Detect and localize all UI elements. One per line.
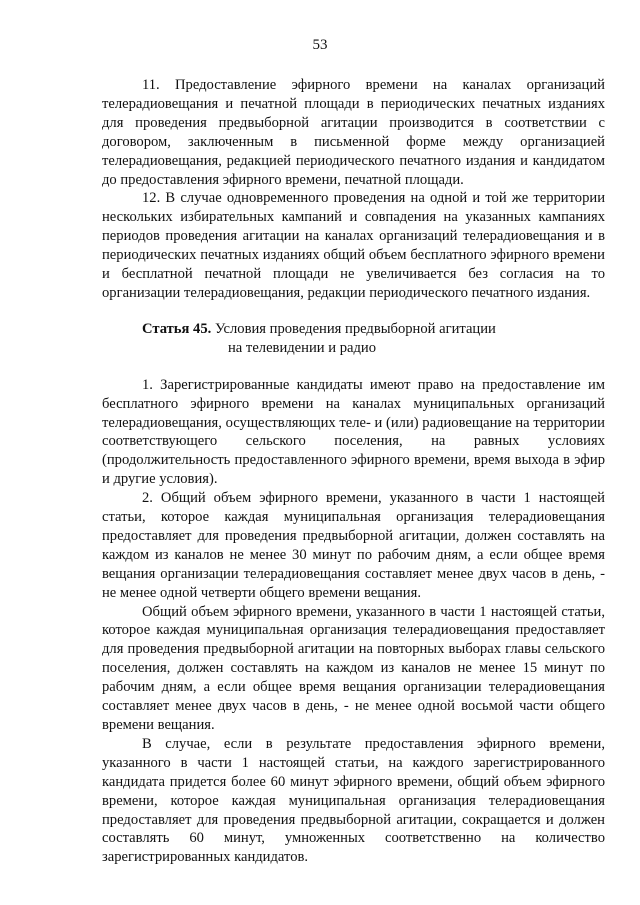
article-label: Статья 45. bbox=[142, 320, 212, 337]
article-title-line2: на телевидении и радио bbox=[228, 339, 376, 356]
article-paragraph-1: 1. Зарегистрированные кандидаты имеют право на предоставление им бесплатного эфирного времени на каналах муниципальных организаций телерадиовещания, осуществляющих теле- и (или) радиовещание на территории соответствующего сельского поселения, на равных условиях (продолжительность предоставленного эфирного времени, время выхода в эфир и другие условия). bbox=[102, 376, 605, 488]
article-heading-line1 bbox=[142, 320, 605, 339]
article-heading bbox=[102, 320, 605, 358]
paragraph-item-12: 12. В случае одновременного проведения на одной и той же территории нескольких избирательных кампаний и совпадения на указанных кампаниях периодов проведения агитации на каналах организаций телерадиовещания и в периодических печатных изданиях общий объем бесплатного эфирного времени и бесплатной печатной площади не увеличивается без согласия на то организации телерадиовещания, редакции периодического печатного издания. bbox=[102, 190, 605, 301]
document-body bbox=[102, 76, 605, 867]
article-paragraph-2-repeat-elections: Общий объем эфирного времени, указанного в части 1 настоящей статьи, которое каждая муниципальная организация телерадиовещания предоставляет для проведения предвыборной агитации на повторных выборах главы сельского поселения, должен составлять на каждом из каналов не менее 15 минут по рабочим дням, а если общее время вещания организации телерадиовещания составляет менее двух часов в день, - не менее одной восьмой части общего времени вещания. bbox=[102, 603, 605, 733]
article-title-line1: Условия проведения предвыборной агитации bbox=[214, 320, 496, 337]
paragraph-item-11: 11. Предоставление эфирного времени на каналах организаций телерадиовещания и печатной площади в периодических печатных изданиях для проведения предвыборной агитации производится в соответствии с договором, заключенным в письменной форме между организацией телерадиовещания, редакцией периодического печатного издания и кандидатом до предоставления эфирного времени, печатной площади. bbox=[102, 77, 605, 188]
article-paragraph-2: 2. Общий объем эфирного времени, указанного в части 1 настоящей статьи, которое каждая муниципальная организация телерадиовещания предоставляет для проведения предвыборной агитации, должен составлять на каждом из каналов не менее 30 минут по рабочим дням, а если общее время вещания организации телерадиовещания составляет менее двух часов в день, - не менее одной четверти общего времени вещания. bbox=[102, 490, 605, 601]
article-paragraph-2-reduction: В случае, если в результате предоставления эфирного времени, указанного в части 1 настоящей статьи, на каждого зарегистрированного кандидата придется более 60 минут эфирного времени, общий объем эфирного времени, которое каждая муниципальная организация телерадиовещания предоставляет для проведения предвыборной агитации, сокращается и должен составлять 60 минут, умноженных соответственно на количество зарегистрированных кандидатов. bbox=[102, 735, 605, 866]
page-number: 53 bbox=[312, 37, 328, 53]
